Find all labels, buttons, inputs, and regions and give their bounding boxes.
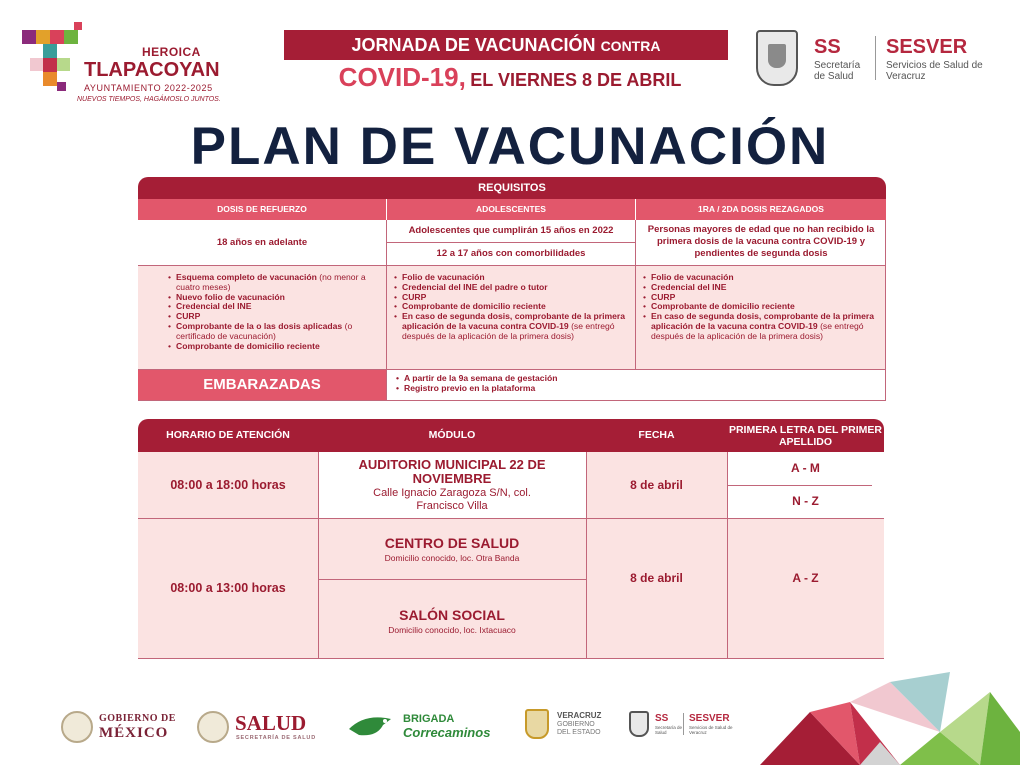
jornada-banner	[284, 30, 728, 60]
grid-line	[727, 452, 728, 659]
grid-line	[387, 242, 635, 243]
requirement-text: Comprobante de domicilio reciente	[402, 301, 546, 312]
grid-line	[386, 370, 387, 400]
city-ayuntamiento: AYUNTAMIENTO 2022-2025	[84, 83, 213, 93]
embarazadas-item: • A partir de la 9a semana de gestación	[396, 374, 876, 384]
rezagados-req-list	[643, 273, 879, 342]
letters-row-2: A - Z	[792, 571, 819, 585]
footer-sesver: SESVER	[689, 713, 730, 724]
horario-header: HORARIO DE ATENCIÓN	[138, 419, 318, 452]
footer-divider	[683, 713, 684, 735]
veracruz-shield-icon	[756, 30, 798, 86]
module-addr-2: Domicilio conocido, loc. Otra Banda	[384, 553, 520, 563]
covid-date-line	[300, 62, 720, 93]
requirement-note: (no menor a cuatro meses)	[176, 272, 366, 292]
city-name: TLAPACOYAN	[84, 59, 220, 81]
grid-line	[138, 265, 886, 266]
sesver-acronym: SESVER	[886, 36, 968, 58]
requirement-text: Credencial del INE	[651, 281, 727, 292]
requirement-text: Folio de vacunación	[651, 272, 734, 282]
date-label: EL VIERNES 8 DE ABRIL	[470, 70, 682, 90]
veracruz-mid: GOBIERNO	[557, 721, 595, 728]
brigada-top: BRIGADA	[403, 713, 455, 725]
mexico-seal-icon	[61, 711, 93, 743]
embarazadas-item: • Registro previo en la plataforma	[396, 384, 876, 394]
footer-ss: SS	[655, 713, 669, 724]
veracruz-shield-icon	[525, 709, 549, 739]
grid-line	[885, 220, 886, 401]
refuerzo-req-list	[168, 273, 378, 351]
adolescentes-who-1: Adolescentes que cumplirán 15 años en 2022	[408, 225, 614, 236]
ss-shield-icon	[629, 711, 649, 737]
embarazadas-label: EMBARAZADAS	[138, 370, 386, 400]
covid-label: COVID-19,	[338, 62, 466, 92]
requirement-text: Comprobante de domicilio reciente	[176, 340, 320, 351]
requirement-text: Comprobante de la o las dosis aplicadas	[176, 320, 343, 331]
requirement-item	[394, 283, 630, 293]
module-name-2: CENTRO DE SALUD	[384, 535, 520, 551]
adolescentes-req-list	[394, 273, 630, 342]
grid-line	[138, 400, 886, 401]
letra-header: PRIMERA LETRA DEL PRIMER APELLIDO	[727, 419, 884, 452]
brigada-bottom: Correcaminos	[403, 725, 491, 740]
col-adolescentes-header: ADOLESCENTES	[387, 199, 635, 220]
grid-line	[138, 658, 884, 659]
requirement-note: (se entregó después de la aplicación de la primera dosis)	[651, 320, 864, 341]
col-refuerzo-header: DOSIS DE REFUERZO	[138, 199, 386, 220]
requirement-text: En caso de segunda dosis, comprobante de la primera aplicación de la vacuna contra COVID-19	[402, 311, 626, 331]
grid-line	[318, 452, 319, 659]
requirement-text: Esquema completo de vacunación	[176, 272, 317, 282]
grid-line	[318, 579, 586, 580]
tlapacoyan-logo	[22, 22, 222, 112]
letters-row-1a: A - M	[791, 461, 820, 475]
date-row-2: 8 de abril	[630, 571, 683, 585]
sesver-name: Servicios de Salud de Veracruz	[886, 60, 983, 82]
salud-small: SECRETARÍA DE SALUD	[236, 735, 316, 741]
requirement-text: Credencial del INE del padre o tutor	[402, 281, 548, 292]
gobierno-bottom: MÉXICO	[99, 725, 169, 741]
gobierno-top: GOBIERNO DE	[99, 713, 176, 724]
hours-row-1: 08:00 a 18:00 horas	[170, 478, 286, 492]
veracruz-top: VERACRUZ	[557, 711, 602, 720]
requirement-text: CURP	[402, 291, 427, 302]
requirement-note: (se entregó después de la aplicación de la primera dosis)	[402, 320, 615, 341]
module-name-3: SALÓN SOCIAL	[399, 607, 505, 623]
requirement-item	[394, 312, 630, 341]
requirement-text: Comprobante de domicilio reciente	[651, 301, 795, 312]
requirement-item	[643, 283, 879, 293]
ss-name: Secretaría de Salud	[814, 60, 861, 82]
city-slogan: NUEVOS TIEMPOS, HAGÁMOSLO JUNTOS.	[77, 96, 221, 103]
grid-line	[635, 220, 636, 370]
modulo-header: MÓDULO	[318, 419, 586, 452]
requisitos-heading: REQUISITOS	[138, 177, 886, 199]
tlapacoyan-t-icon	[22, 22, 86, 96]
rezagados-who: Personas mayores de edad que no han recibido la primera dosis de la vacuna contra COVID-19 y pendientes de segunda dosis	[647, 224, 875, 259]
requirement-text: En caso de segunda dosis, comprobante de la primera aplicación de la vacuna contra COVID-19	[651, 311, 875, 331]
requirement-text: Nuevo folio de vacunación	[176, 291, 285, 302]
requirement-item	[168, 342, 378, 352]
requirement-text: Credencial del INE	[176, 301, 252, 312]
ss-acronym: SS	[814, 36, 841, 58]
grid-line	[586, 452, 587, 659]
jornada-main: JORNADA DE VACUNACIÓN	[351, 35, 596, 55]
horario-table	[138, 419, 884, 659]
date-row-1: 8 de abril	[630, 478, 683, 492]
refuerzo-who: 18 años en adelante	[216, 237, 308, 248]
correcaminos-bird-icon	[347, 711, 397, 741]
requirement-text: Folio de vacunación	[402, 272, 485, 282]
footer-sesver-sub: Servicios de Salud de Veracruz	[689, 725, 733, 735]
decorative-triangles	[740, 672, 1020, 765]
col-rezagados-header: 1RA / 2DA DOSIS REZAGADOS	[636, 199, 886, 220]
salud-big: SALUD	[235, 711, 307, 735]
fecha-header: FECHA	[586, 419, 727, 452]
requirement-text: CURP	[651, 291, 676, 302]
requirement-note: (o certificado de vacunación)	[176, 320, 353, 341]
adolescentes-who-2: 12 a 17 años con comorbilidades	[436, 248, 586, 259]
requirement-item	[168, 273, 378, 293]
footer-ss-sub: Secretaría de Salud	[655, 725, 683, 735]
veracruz-bottom: DEL ESTADO	[557, 729, 601, 736]
requirement-item	[168, 322, 378, 342]
logo-divider	[875, 36, 876, 80]
grid-line	[138, 518, 884, 519]
hours-row-2: 08:00 a 13:00 horas	[170, 581, 286, 595]
page-title: PLAN DE VACUNACIÓN	[190, 117, 830, 176]
module-addr-1: Calle Ignacio Zaragoza S/N, col. Francisco Villa	[373, 487, 531, 512]
salud-seal-icon	[197, 711, 229, 743]
requirement-text: CURP	[176, 311, 201, 322]
requisitos-table	[138, 177, 886, 401]
requirement-item	[643, 312, 879, 341]
embarazadas-list	[396, 374, 876, 394]
footer-logos	[55, 703, 755, 753]
grid-line	[727, 485, 872, 486]
ss-sesver-logo	[752, 30, 1002, 90]
letters-row-1b: N - Z	[792, 494, 819, 508]
module-addr-3: Domicilio conocido, loc. Ixtacuaco	[388, 625, 516, 635]
jornada-contra: CONTRA	[600, 38, 661, 54]
city-heroica: HEROICA	[142, 45, 201, 59]
module-name-1: AUDITORIO MUNICIPAL 22 DE NOVIEMBRE	[358, 457, 546, 486]
